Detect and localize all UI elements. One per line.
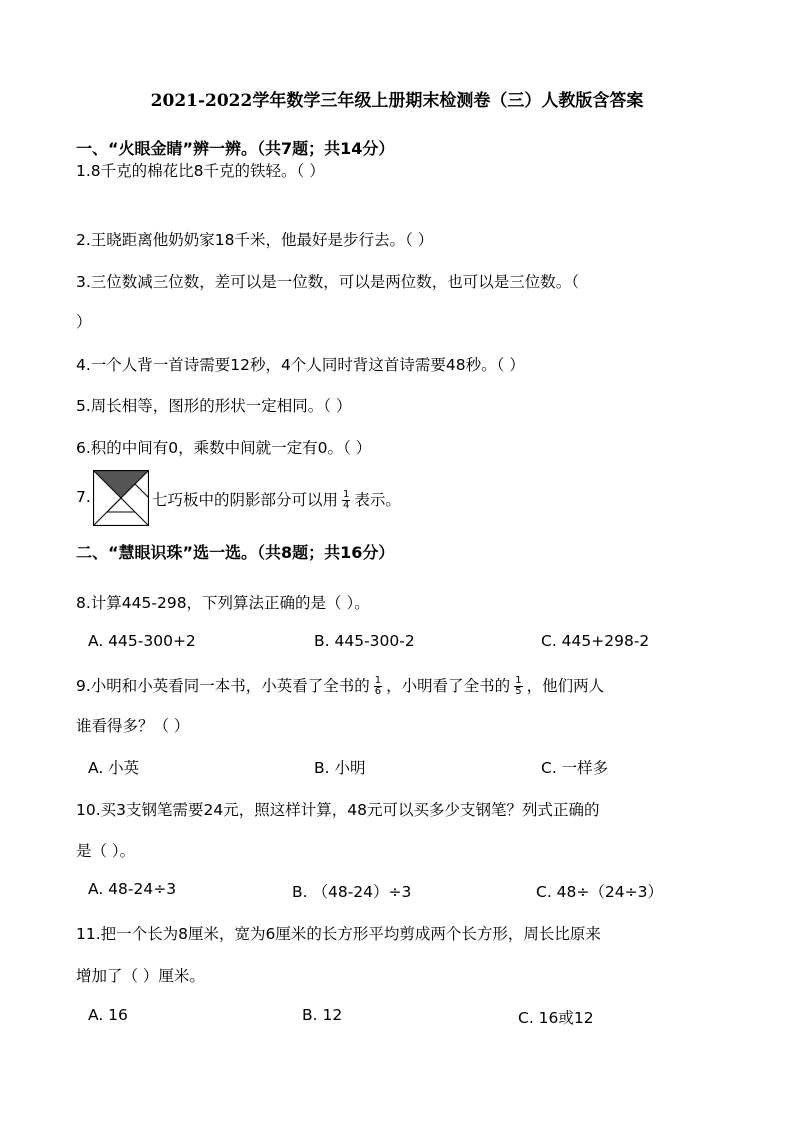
fraction-denominator: 5 [515, 686, 522, 697]
fraction-numerator: 1 [515, 675, 522, 686]
question-8-option-a: A. 445-300+2 [88, 632, 196, 650]
question-7-text-after: 表示。 [354, 491, 401, 509]
question-8: 8.计算445-298，下列算法正确的是（ ）。 [76, 594, 370, 612]
question-3-line-1: 3.三位数减三位数，差可以是一位数，可以是两位数，也可以是三位数。（ [76, 273, 580, 291]
question-7-text-before: 七巧板中的阴影部分可以用 [152, 491, 339, 509]
page-title: 2021-2022学年数学三年级上册期末检测卷（三）人教版含答案 [150, 91, 644, 111]
question-1: 1.8千克的棉花比8千克的铁轻。（ ） [76, 162, 325, 180]
question-8-option-b: B. 445-300-2 [314, 632, 415, 650]
fraction-denominator: 4 [343, 500, 350, 511]
question-11-line-2: 增加了（ ）厘米。 [76, 967, 205, 985]
fraction-numerator: 1 [343, 489, 350, 500]
question-11-option-c: C. 16或12 [518, 1009, 594, 1027]
question-8-option-c: C. 445+298-2 [541, 632, 650, 650]
question-10-line-2: 是（ ）。 [76, 842, 136, 860]
question-9-line-1 [76, 674, 604, 697]
question-10-option-a: A. 48-24÷3 [88, 880, 177, 898]
question-5: 5.周长相等，图形的形状一定相同。（ ） [76, 397, 352, 415]
fraction-one-fifth [514, 676, 522, 697]
question-9-option-c: C. 一样多 [541, 759, 609, 777]
question-7 [76, 488, 91, 506]
question-9-part-2: ，小明看了全书的 [386, 677, 511, 695]
question-9-line-2: 谁看得多？（ ） [76, 717, 190, 735]
question-10-line-1: 10.买3支钢笔需要24元，照这样计算，48元可以买多少支钢笔？列式正确的 [76, 801, 600, 819]
question-10-option-c: C. 48÷（24÷3） [536, 883, 663, 901]
question-11-option-a: A. 16 [88, 1006, 128, 1024]
question-11-option-b: B. 12 [302, 1006, 343, 1024]
tangram-figure [93, 470, 149, 526]
fraction-numerator: 1 [374, 675, 382, 686]
question-9-part-3: ，他们两人 [526, 677, 605, 695]
fraction-denominator: 6 [374, 686, 382, 697]
question-4: 4.一个人背一首诗需要12秒，4个人同时背这首诗需要48秒。（ ） [76, 356, 525, 374]
question-7-text [152, 488, 401, 511]
question-11-line-1: 11.把一个长为8厘米，宽为6厘米的长方形平均剪成两个长方形，周长比原来 [76, 925, 601, 943]
question-10-option-b: B. （48-24）÷3 [292, 883, 412, 901]
question-9-option-a: A. 小英 [88, 759, 140, 777]
fraction-one-sixth [374, 676, 382, 697]
section-2-heading: 二、“慧眼识珠”选一选。（共8题；共16分） [76, 543, 395, 562]
question-9-option-b: B. 小明 [314, 759, 366, 777]
question-7-number: 7. [76, 488, 91, 506]
question-3-line-2: ） [76, 313, 92, 331]
tangram-shaded-piece [93, 470, 149, 498]
question-2: 2.王晓距离他奶奶家18千米，他最好是步行去。（ ） [76, 231, 434, 249]
section-1-heading: 一、“火眼金睛”辨一辨。（共7题；共14分） [76, 139, 395, 158]
fraction-one-quarter [342, 490, 350, 511]
question-9-part-1: 9.小明和小英看同一本书，小英看了全书的 [76, 677, 370, 695]
question-6: 6.积的中间有0，乘数中间就一定有0。（ ） [76, 439, 372, 457]
